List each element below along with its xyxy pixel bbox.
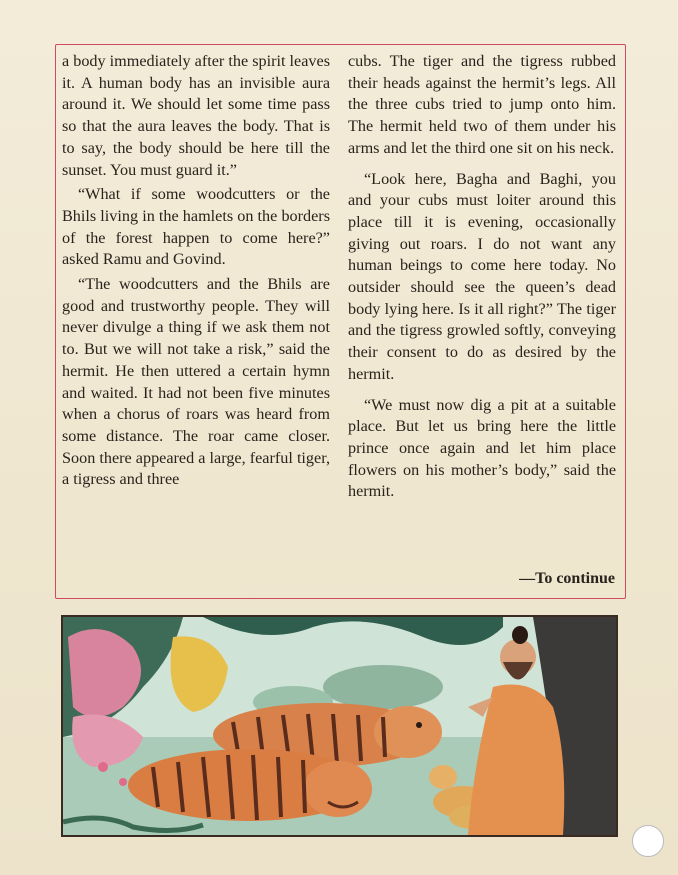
story-illustration xyxy=(61,615,618,837)
paragraph: cubs. The tiger and the tigress rubbed their heads against the hermit’s legs. All the three cubs tried to jump onto him. The hermit held two of them under his arms and let the third one sit on his neck. xyxy=(348,52,616,157)
paragraph: “The woodcutters and the Bhils are good and trustworthy people. They will never divulge a thing if we ask them not to. But we will not take a risk,” said the hermit. He then uttered a certain hymn and waited. It had not been five minutes when a chorus of roars was heard from some distance. The roar came closer. Soon there appeared a large, fearful tiger, a tigress and three xyxy=(62,275,330,489)
text-frame xyxy=(55,44,626,599)
paragraph: “What if some woodcutters or the Bhils living in the hamlets on the borders of the forest happen to come here?” asked Ramu and Govind. xyxy=(62,185,330,269)
to-continue-label: —To continue xyxy=(519,570,615,587)
paragraph: a body immediately after the spirit leaves it. A human body has an invisible aura around it. We should let some time pass so that the aura leaves the body. That is to say, the body should be here till the sunset. You must guard it.” xyxy=(62,52,330,179)
forest-scene-image xyxy=(63,617,616,835)
paragraph: “Look here, Bagha and Baghi, you and your cubs must loiter around this place till it is evening, occasionally giving out roars. I do not want any human beings to come here today. No outsider should see the queen’s dead body lying here. Is it all right?” The tiger and the tigress growled softly, conveying their consent to do as desired by the hermit. xyxy=(348,169,616,383)
watermark-logo xyxy=(632,825,664,857)
paragraph: “We must now dig a pit at a suitable place. But let us bring here the little prince once again and let him place flowers on his mother’s body,” said the hermit. xyxy=(348,395,616,501)
left-column xyxy=(62,51,330,494)
right-column xyxy=(348,51,616,512)
